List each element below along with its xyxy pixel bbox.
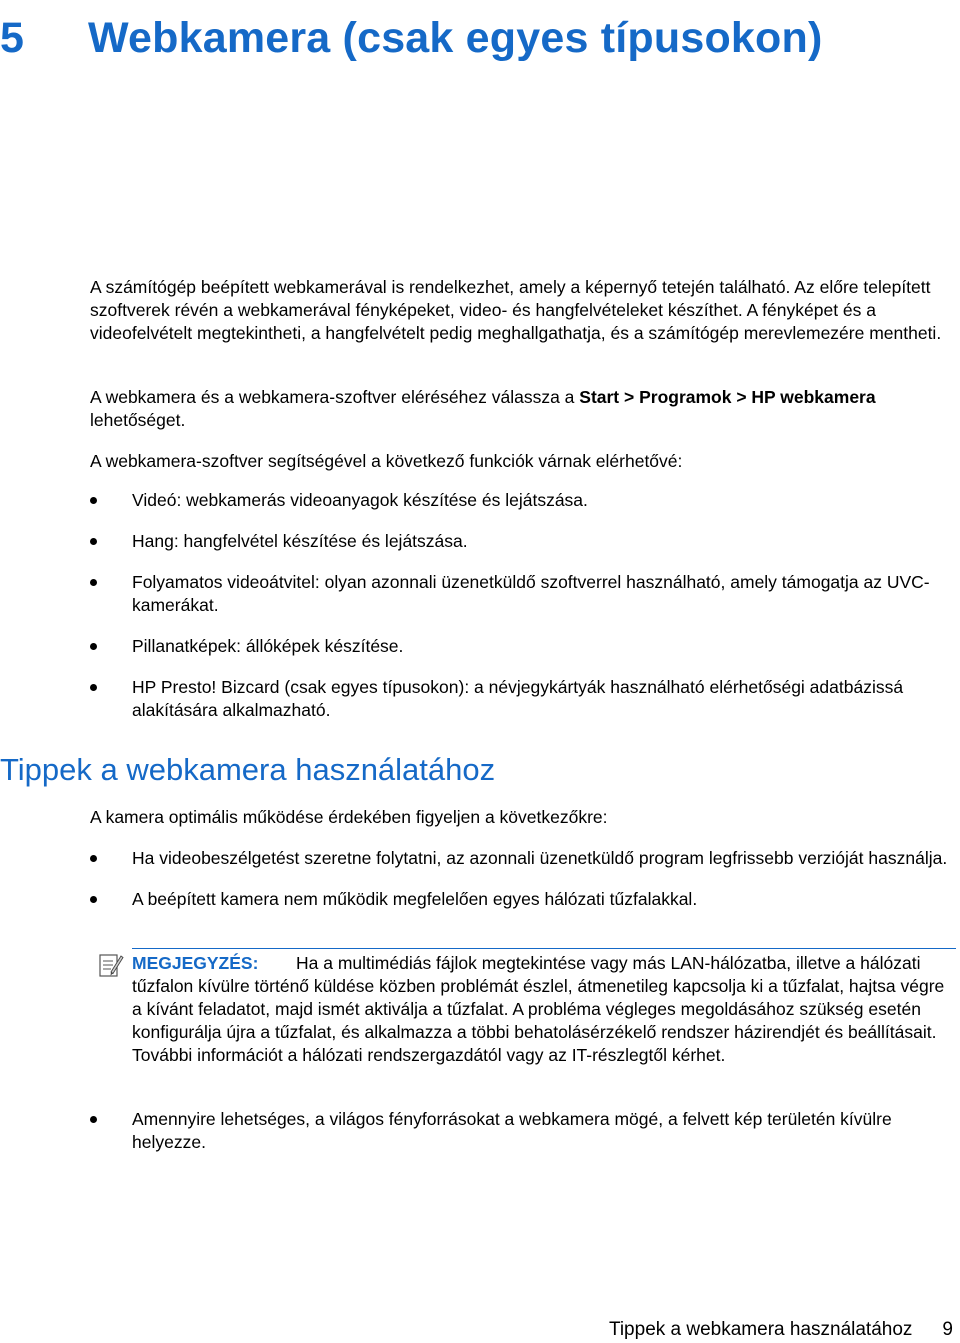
note-label: MEGJEGYZÉS: — [132, 953, 259, 973]
list-item — [90, 1108, 956, 1154]
note-icon — [98, 952, 124, 978]
feature-list — [90, 489, 956, 740]
list-item — [90, 847, 956, 870]
intro-p2-text-before: A webkamera és a webkamera-szoftver eléréséhez válassza a — [90, 387, 580, 407]
list-item-text: HP Presto! Bizcard (csak egyes típusokon): a névjegykártyák használható elérhetőségi adatbázissá alakítására alkalmazható. — [132, 677, 904, 720]
chapter-title — [0, 14, 823, 63]
intro-p2-menu-path: Start > Programok > HP webkamera — [579, 387, 876, 407]
bullet-icon — [90, 855, 97, 862]
bullet-icon — [90, 538, 97, 545]
list-item — [90, 635, 956, 658]
list-item-text: Ha videobeszélgetést szeretne folytatni, az azonnali üzenetküldő program legfrissebb verzióját használja. — [132, 848, 948, 868]
intro-paragraph-1: A számítógép beépített webkamerával is rendelkezhet, amely a képernyő tetején található. Az előre telepített szoftverek révén a webkamerával fényképeket, video- és hangfelvételeket készíthet. A fényképet és a videofelvételt megtekintheti, a hangfelvételt pedig meghallgathatja, és a számítógép merevlemezére mentheti. — [90, 277, 942, 343]
section-title: Tippek a webkamera használatához — [0, 752, 496, 787]
intro-paragraph-2 — [90, 386, 956, 432]
note-body: Ha a multimédiás fájlok megtekintése vagy más LAN-hálózatba, illetve a hálózati tűzfalon kívülre történő küldése közben problémát észlel, átmenetileg kapcsolja ki a tűzfalat, hajtsa végre a kívánt feladatot, majd ismét aktiválja a tűzfalat. A probléma végleges megoldásához szükség esetén konfigurálja újra a tűzfalat, és alkalmazza a többi behatolásérzékelő rendszer házirendjét és beállításait. További információt a hálózati rendszergazdától vagy az IT-részlegtől kérhet. — [132, 953, 945, 1065]
list-item-text: Hang: hangfelvétel készítése és lejátszása. — [132, 531, 468, 551]
footer-title: Tippek a webkamera használatához — [608, 1319, 913, 1340]
section-intro: A kamera optimális működése érdekében figyeljen a következőkre: — [90, 807, 608, 827]
page-footer — [609, 1319, 953, 1341]
list-item-text: Amennyire lehetséges, a világos fényforrásokat a webkamera mögé, a felvett kép területén kívülre helyezze. — [132, 1109, 892, 1152]
list-item — [90, 489, 956, 512]
note-text — [132, 952, 956, 1067]
list-item-text: Folyamatos videoátvitel: olyan azonnali üzenetküldő szoftverrel használható, amely támogatja az UVC-kamerákat. — [132, 572, 930, 615]
note-divider — [132, 948, 956, 949]
intro-p2-text-after: lehetőséget. — [90, 410, 186, 430]
bullet-icon — [90, 643, 97, 650]
final-tip-list — [90, 1108, 956, 1172]
list-item-text: Videó: webkamerás videoanyagok készítése és lejátszása. — [132, 490, 588, 510]
bullet-icon — [90, 896, 97, 903]
intro-paragraph-3: A webkamera-szoftver segítségével a következő funkciók várnak elérhetővé: — [90, 451, 683, 471]
list-item-text: Pillanatképek: állóképek készítése. — [132, 636, 404, 656]
page-number: 9 — [942, 1319, 953, 1340]
chapter-title-text: Webkamera (csak egyes típusokon) — [88, 14, 823, 62]
chapter-number: 5 — [0, 14, 25, 62]
bullet-icon — [90, 684, 97, 691]
bullet-icon — [90, 497, 97, 504]
bullet-icon — [90, 579, 97, 586]
list-item — [90, 530, 956, 553]
list-item-text: A beépített kamera nem működik megfelelően egyes hálózati tűzfalakkal. — [132, 889, 698, 909]
list-item — [90, 676, 956, 722]
list-item — [90, 888, 956, 911]
tips-list — [90, 847, 956, 929]
bullet-icon — [90, 1116, 97, 1123]
list-item — [90, 571, 956, 617]
